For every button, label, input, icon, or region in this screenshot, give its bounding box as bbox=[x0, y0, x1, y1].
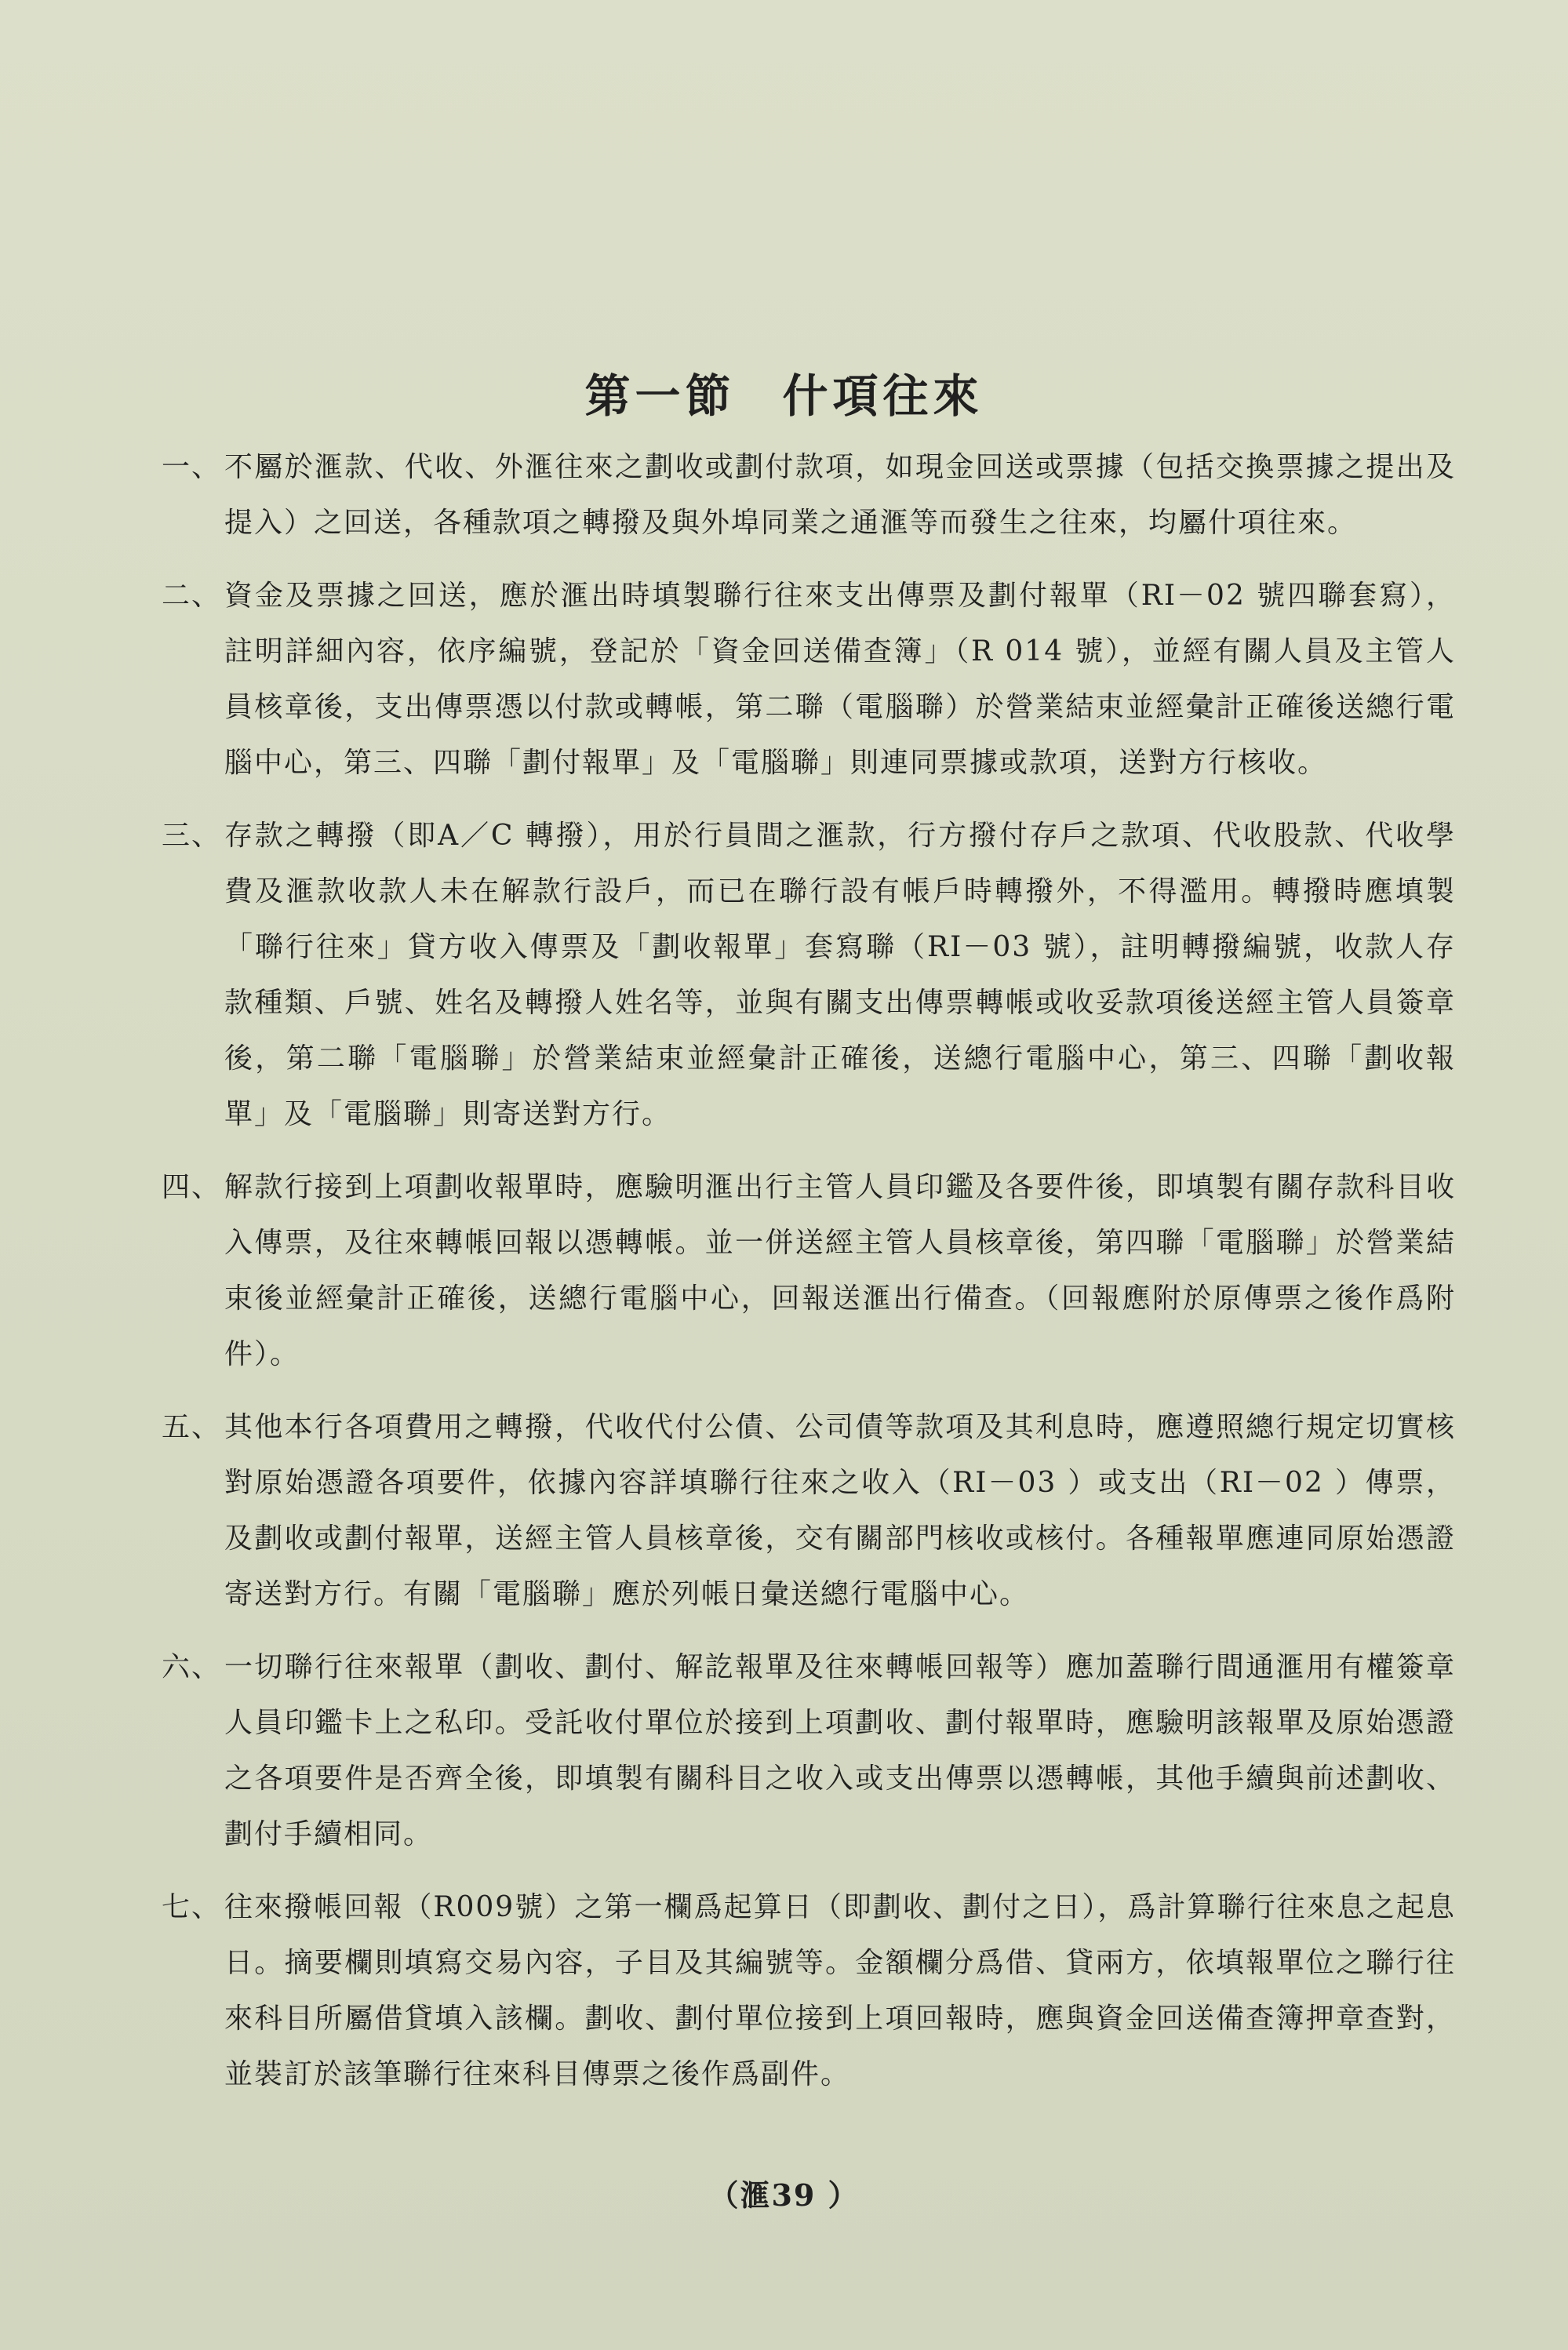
clause-number: 五、 bbox=[162, 1411, 222, 1443]
clause-text: 往來撥帳回報（R009號）之第一欄爲起算日（即劃收、劃付之日），爲計算聯行往來息之起息日。摘要欄則填寫交易內容，子目及其編號等。金額欄分爲借、貸兩方，依填報單位之聯行往來科目所屬借貸填入該欄。劃收、劃付單位接到上項回報時，應與資金回送備查簿押章查對，並裝訂於該筆聯行往來科目傳票之後作爲副件。 bbox=[224, 1891, 1456, 2090]
clause-text: 一切聯行往來報單（劃收、劃付、解訖報單及往來轉帳回報等）應加蓋聯行間通滙用有權簽章人員印鑑卡上之私印。受託收付單位於接到上項劃收、劃付報單時，應驗明該報單及原始憑證之各項要件是否齊全後，即填製有關科目之收入或支出傳票以憑轉帳，其他手續與前述劃收、劃付手續相同。 bbox=[224, 1651, 1456, 1850]
clause-item bbox=[162, 568, 1456, 791]
clause-text: 其他本行各項費用之轉撥，代收代付公債、公司債等款項及其利息時，應遵照總行規定切實核對原始憑證各項要件，依據內容詳填聯行往來之收入（RI－03 ）或支出（RI－02 ）傳票，及劃收或劃付報單，送經主管人員核章後，交有關部門核收或核付。各種報單應連同原始憑證寄送對方行。有關「電腦聯」應於列帳日彙送總行電腦中心。 bbox=[224, 1411, 1456, 1610]
section-heading: 什項往來 bbox=[782, 369, 984, 423]
clause-item bbox=[162, 1399, 1456, 1622]
clause-text: 不屬於滙款、代收、外滙往來之劃收或劃付款項，如現金回送或票據（包括交換票據之提出及提入）之回送，各種款項之轉撥及與外埠同業之通滙等而發生之往來，均屬什項往來。 bbox=[224, 451, 1456, 539]
clause-number: 六、 bbox=[162, 1651, 222, 1683]
clause-item bbox=[162, 439, 1456, 551]
clause-text: 解款行接到上項劃收報單時，應驗明滙出行主管人員印鑑及各要件後，即填製有關存款科目收入傳票，及往來轉帳回報以憑轉帳。並一併送經主管人員核章後，第四聯「電腦聯」於營業結束後並經彙計正確後，送總行電腦中心，回報送滙出行備查。（回報應附於原傳票之後作爲附件）。 bbox=[224, 1171, 1456, 1370]
clause-item bbox=[162, 1879, 1456, 2102]
clause-item bbox=[162, 808, 1456, 1142]
clause-text: 存款之轉撥（即A／C 轉撥），用於行員間之滙款，行方撥付存戶之款項、代收股款、代收學費及滙款收款人未在解款行設戶，而已在聯行設有帳戶時轉撥外，不得濫用。轉撥時應填製「聯行往來」貸方收入傳票及「劃收報單」套寫聯（RI－03 號），註明轉撥編號，收款人存款種類、戶號、姓名及轉撥人姓名等，並與有關支出傳票轉帳或收妥款項後送經主管人員簽章後，第二聯「電腦聯」於營業結束並經彙計正確後，送總行電腦中心，第三、四聯「劃收報單」及「電腦聯」則寄送對方行。 bbox=[224, 820, 1456, 1130]
clause-number: 四、 bbox=[162, 1171, 222, 1203]
clause-text: 資金及票據之回送，應於滙出時填製聯行往來支出傳票及劃付報單（RI－02 號四聯套寫），註明詳細內容，依序編號，登記於「資金回送備查簿」（R 014 號），並經有關人員及主管人員核章後，支出傳票憑以付款或轉帳，第二聯（電腦聯）於營業結束並經彙計正確後送總行電腦中心，第三、四聯「劃付報單」及「電腦聯」則連同票據或款項，送對方行核收。 bbox=[224, 580, 1456, 779]
clause-list bbox=[162, 439, 1456, 2119]
clause-item bbox=[162, 1159, 1456, 1382]
section-title bbox=[0, 359, 1568, 425]
clause-number: 三、 bbox=[162, 820, 222, 852]
clause-number: 二、 bbox=[162, 580, 222, 612]
clause-number: 七、 bbox=[162, 1891, 222, 1923]
clause-item bbox=[162, 1639, 1456, 1862]
page-number: （滙39 ） bbox=[708, 2177, 860, 2213]
clause-number: 一、 bbox=[162, 451, 222, 483]
section-number: 第一節 bbox=[584, 369, 736, 423]
